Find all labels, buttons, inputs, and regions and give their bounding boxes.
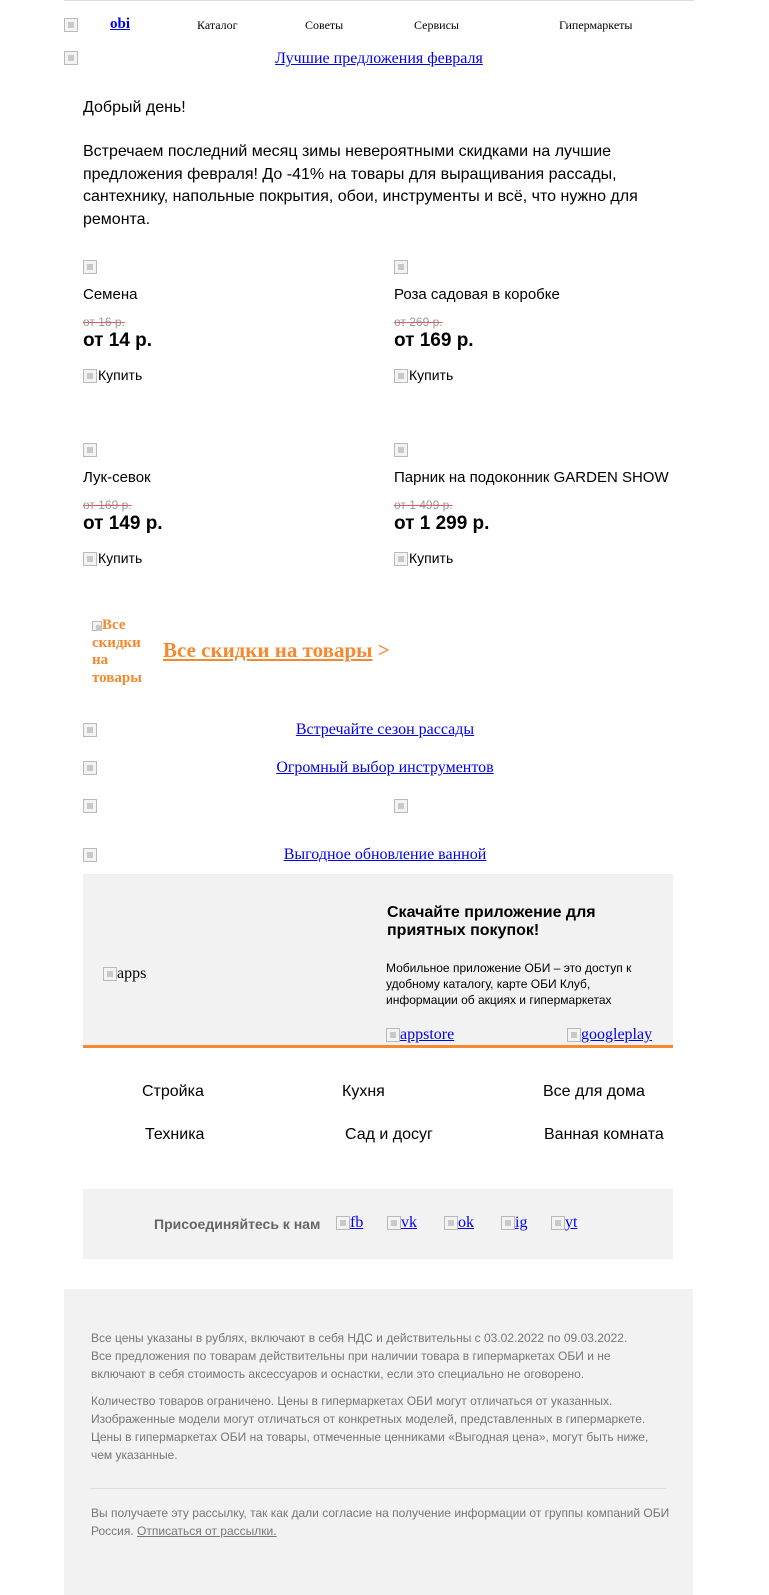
promo-image-icon xyxy=(83,799,97,813)
product-name: Лук-севок xyxy=(83,469,151,486)
buy-label: Купить xyxy=(98,367,143,383)
nav-catalog[interactable]: Каталог xyxy=(197,18,238,32)
googleplay-link[interactable] xyxy=(567,1026,652,1044)
product-old-price: от 1 499 р. xyxy=(394,498,453,512)
buy-label: Купить xyxy=(409,367,454,383)
product-card xyxy=(394,441,684,566)
footer-subscription-note xyxy=(91,1504,671,1540)
product-old-price: от 16 р. xyxy=(83,315,125,329)
app-title: Скачайте приложение для приятных покупок! xyxy=(387,904,596,939)
product-name: Роза садовая в коробке xyxy=(394,286,560,303)
instagram-alt: ig xyxy=(515,1214,528,1231)
category-home[interactable]: Все для дома xyxy=(543,1083,645,1100)
app-promo-block xyxy=(83,874,673,1048)
product-image-link[interactable] xyxy=(83,258,97,275)
vk-icon xyxy=(387,1216,401,1230)
buy-image-icon xyxy=(83,369,97,383)
product-old-price: от 169 р. xyxy=(83,498,132,512)
hero-banner-link[interactable]: Лучшие предложения февраля xyxy=(275,50,483,67)
product-image-link[interactable] xyxy=(83,441,97,458)
product-name: Семена xyxy=(83,286,138,303)
product-new-price: от 169 р. xyxy=(394,330,474,351)
product-new-price: от 14 р. xyxy=(83,330,153,351)
app-description: Мобильное приложение ОБИ – это доступ к удобному каталогу, карте ОБИ Клуб, информации об акциях и гипермаркетах xyxy=(386,961,632,1007)
social-label: Присоединяйтесь к нам xyxy=(154,1216,321,1232)
product-image-icon xyxy=(394,443,408,457)
unsubscribe-link[interactable]: Отписаться от рассылки. xyxy=(137,1524,277,1538)
promo-image-icon xyxy=(394,799,408,813)
subscription-text: Вы получаете эту рассылку, так как дали согласие на получение информации от группы компаний ОБИ Россия. xyxy=(91,1506,670,1538)
promo-image-left-link[interactable] xyxy=(83,797,97,815)
product-card xyxy=(83,441,363,566)
youtube-icon xyxy=(551,1216,565,1230)
nav-hypermarkets[interactable]: Гипермаркеты xyxy=(559,18,633,32)
facebook-icon xyxy=(336,1216,350,1230)
discount-image-alt: Все скидки на товары xyxy=(92,617,142,686)
ok-alt: ok xyxy=(458,1214,474,1231)
product-new-price: от 1 299 р. xyxy=(394,513,490,534)
youtube-alt: yt xyxy=(565,1214,578,1231)
instagram-icon xyxy=(501,1216,515,1230)
youtube-link[interactable] xyxy=(551,1214,577,1232)
appstore-link[interactable] xyxy=(386,1026,454,1044)
vk-link[interactable] xyxy=(387,1214,417,1232)
header-image-icon xyxy=(64,18,78,32)
footer-stock-note: Количество товаров ограничено. Цены в гипермаркетах ОБИ могут отличаться от указанных. Изображенные модели могут отличаться от конкретных моделей, представленных в гипермаркете. Цены в гипермаркетах ОБИ на товары, отмеченные ценниками «Выгодная цена», могут быть ниже, чем указанные. xyxy=(91,1394,649,1462)
product-new-price: от 149 р. xyxy=(83,513,163,534)
all-discounts-image-link[interactable] xyxy=(92,617,152,687)
product-image-link[interactable] xyxy=(394,441,408,458)
product-name: Парник на подоконник GARDEN SHOW xyxy=(394,469,669,486)
all-discounts-link[interactable]: Все скидки на товары xyxy=(163,638,373,662)
buy-button[interactable] xyxy=(83,367,363,383)
nav-services[interactable]: Сервисы xyxy=(414,18,459,32)
footer-prices-note: Все цены указаны в рублях, включают в себя НДС и действительны с 03.02.2022 по 09.03.2022. Все предложения по товарам действительны при наличии товара в гипермаркетах ОБИ и не включают в себя стоимость аксессуаров и оснастки, если это специально не оговорено. xyxy=(91,1331,628,1381)
buy-label: Купить xyxy=(98,550,143,566)
googleplay-icon xyxy=(567,1028,581,1042)
apps-image xyxy=(103,965,146,983)
footer xyxy=(64,1289,693,1595)
ok-icon xyxy=(444,1216,458,1230)
logo-link[interactable]: obi xyxy=(110,16,131,32)
apps-image-icon xyxy=(103,967,117,981)
discount-image-icon xyxy=(92,621,102,631)
appstore-alt: appstore xyxy=(400,1026,455,1043)
ok-link[interactable] xyxy=(444,1214,474,1232)
buy-image-icon xyxy=(83,552,97,566)
product-image-link[interactable] xyxy=(394,258,408,275)
buy-label: Купить xyxy=(409,550,454,566)
category-appliances[interactable]: Техника xyxy=(145,1126,205,1143)
category-kitchen[interactable]: Кухня xyxy=(342,1083,385,1100)
social-block xyxy=(83,1189,673,1259)
buy-button[interactable] xyxy=(83,550,363,566)
instagram-link[interactable] xyxy=(501,1214,527,1232)
intro-text: Встречаем последний месяц зимы невероятными скидками на лучшие предложения февраля! До -41% на товары для выращивания рассады, сантехнику, напольные покрытия, обои, инструменты и всё, что нужно для ремонта. xyxy=(83,143,638,228)
facebook-alt: fb xyxy=(350,1214,364,1231)
vk-alt: vk xyxy=(401,1214,417,1231)
footer-divider xyxy=(91,1488,666,1489)
greeting: Добрый день! xyxy=(83,99,186,116)
product-image-icon xyxy=(83,443,97,457)
product-image-icon xyxy=(83,260,97,274)
product-card xyxy=(83,258,363,383)
banner-bathroom-link[interactable]: Выгодное обновление ванной xyxy=(283,846,487,863)
product-old-price: от 269 р. xyxy=(394,315,443,329)
arrow-icon: > xyxy=(377,638,390,662)
banner-tools-link[interactable]: Огромный выбор инструментов xyxy=(276,759,494,776)
buy-image-icon xyxy=(394,552,408,566)
apps-image-alt: apps xyxy=(117,965,147,982)
promo-image-right-link[interactable] xyxy=(394,797,408,815)
product-image-icon xyxy=(394,260,408,274)
product-card xyxy=(394,258,674,383)
category-garden[interactable]: Сад и досуг xyxy=(345,1126,433,1143)
banner-seedlings-link[interactable]: Встречайте сезон рассады xyxy=(295,721,475,738)
buy-button[interactable] xyxy=(394,367,674,383)
buy-button[interactable] xyxy=(394,550,684,566)
category-bathroom[interactable]: Ванная комната xyxy=(544,1126,664,1143)
all-discounts-cta xyxy=(163,638,390,663)
facebook-link[interactable] xyxy=(336,1214,363,1232)
appstore-icon xyxy=(386,1028,400,1042)
nav-tips[interactable]: Советы xyxy=(305,18,344,32)
category-construction[interactable]: Стройка xyxy=(142,1083,204,1100)
googleplay-alt: googleplay xyxy=(581,1026,653,1043)
buy-image-icon xyxy=(394,369,408,383)
top-divider xyxy=(64,0,694,1)
